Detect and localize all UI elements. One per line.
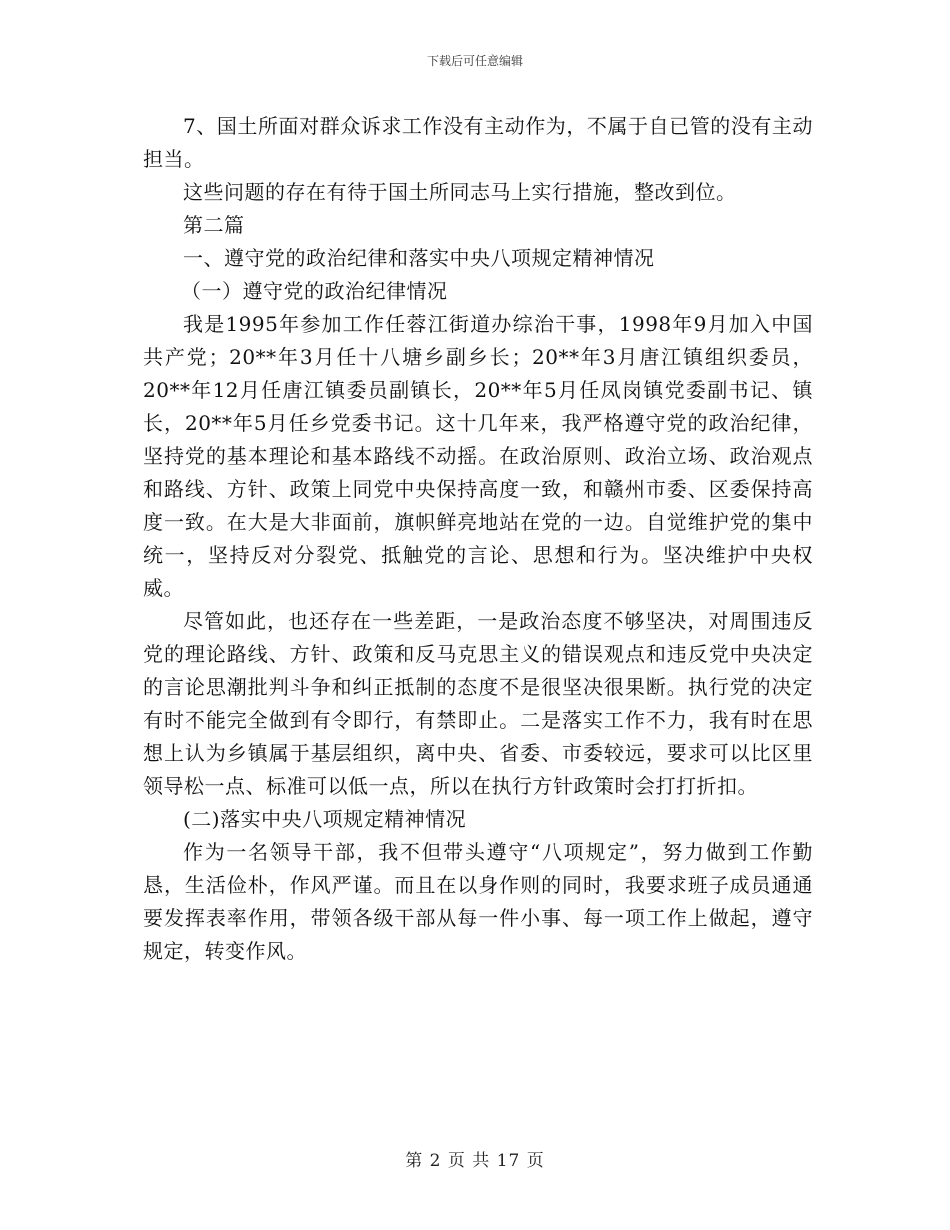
section-heading: 一、遵守党的政治纪律和落实中央八项规定精神情况	[183, 246, 655, 270]
page-header: 下载后可任意编辑	[426, 54, 523, 68]
paragraph-eight-rules: 作为一名领导干部，我不但带头遵守“八项规定”，努力做到工作勤恳，生活俭朴，作风严谨。而且在以身作则的同时，我要求班子成员通通要发挥表率作用，带领各级干部从每一件小事、每一项工作上做起，遵守规定，转变作风。	[143, 840, 813, 963]
page-number: 第 2 页 共 17 页	[405, 1151, 545, 1171]
subsection-heading-1: （一）遵守党的政治纪律情况	[181, 279, 448, 303]
subsection-heading-2: (二)落实中央八项规定精神情况	[183, 807, 467, 831]
paragraph-item-7: 7、国土所面对群众诉求工作没有主动作为，不属于自已管的没有主动担当。	[143, 114, 813, 171]
part-heading: 第二篇	[183, 213, 245, 237]
paragraph-gaps: 尽管如此，也还存在一些差距，一是政治态度不够坚决，对周围违反党的理论路线、方针、政策和反马克思主义的错误观点和违反党中央决定的言论思潮批判斗争和纠正抵制的态度不是很坚决很果断。执行党的决定有时不能完全做到有令即行，有禁即止。二是落实工作不力，我有时在思想上认为乡镇属于基层组织，离中央、省委、市委较远，要求可以比区里领导松一点、标准可以低一点，所以在执行方针政策时会打打折扣。	[143, 609, 813, 798]
paragraph-career: 我是1995年参加工作任蓉江街道办综治干事，1998年9月加入中国共产党；20**年3月任十八塘乡副乡长；20**年3月唐江镇组织委员，20**年12月任唐江镇委员副镇长，20**年5月任凤岗镇党委副书记、镇长，20**年5月任乡党委书记。这十几年来，我严格遵守党的政治纪律，坚持党的基本理论和基本路线不动摇。在政治原则、政治立场、政治观点和路线、方针、政策上同党中央保持高度一致，和赣州市委、区委保持高度一致。在大是大非面前，旗帜鲜亮地站在党的一边。自觉维护党的集中统一，坚持反对分裂党、抵触党的言论、思想和行为。坚决维护中央权威。	[143, 312, 813, 600]
paragraph-rectification: 这些问题的存在有待于国土所同志马上实行措施，整改到位。	[183, 180, 737, 204]
document-body	[143, 110, 813, 968]
